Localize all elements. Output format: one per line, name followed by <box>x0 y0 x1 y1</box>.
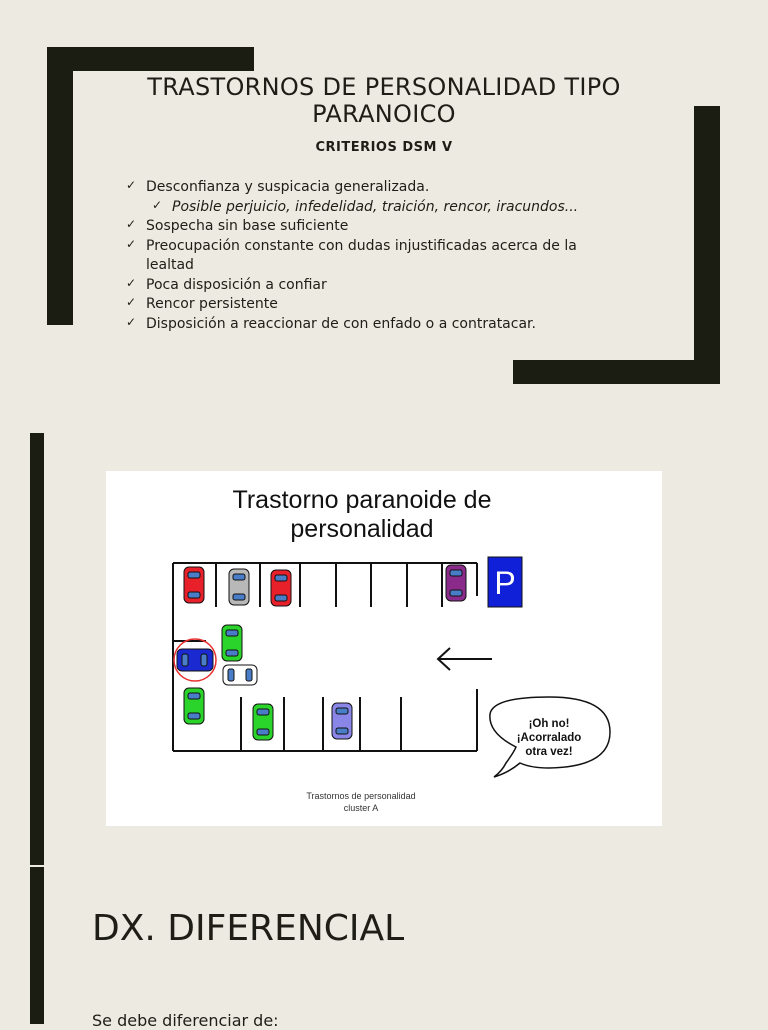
check-icon: ✓ <box>126 295 137 309</box>
criteria-item: ✓ Disposición a reaccionar de con enfado o a contratacar. <box>126 314 536 332</box>
slide-title: TRASTORNOS DE PERSONALIDAD TIPO PARANOICO <box>147 73 621 128</box>
figure-title-line2: personalidad <box>290 515 434 543</box>
car-white <box>223 665 257 685</box>
car-purple <box>446 565 466 601</box>
criteria-subitem: ✓ Posible perjuicio, infedelidad, traición, rencor, iracundos... <box>152 197 579 215</box>
frame-bar-top-left <box>47 47 254 71</box>
figure-caption-line2: cluster A <box>343 803 379 813</box>
check-icon: ✓ <box>126 236 137 251</box>
criteria-item: ✓ Rencor persistente <box>126 295 278 312</box>
section-text: Se debe diferenciar de: <box>92 1011 279 1030</box>
speech-bubble <box>490 697 610 777</box>
check-icon: ✓ <box>152 197 163 212</box>
check-icon: ✓ <box>126 217 137 231</box>
car-gray <box>229 569 249 605</box>
criteria-item: ✓ Desconfianza y suspicacia generalizada. <box>126 178 430 195</box>
parking-diagram <box>106 471 662 826</box>
slide-accent-bar <box>30 867 44 1024</box>
check-icon: ✓ <box>126 314 137 329</box>
car-red <box>184 567 204 603</box>
check-icon: ✓ <box>126 275 137 290</box>
frame-bar-left <box>47 47 73 325</box>
frame-bar-bottom-right <box>513 360 720 384</box>
parking-sign-letter: P <box>494 565 516 601</box>
car-green <box>184 688 204 724</box>
speech-line3: otra vez! <box>525 746 573 758</box>
speech-line1: ¡Oh no! <box>528 718 570 730</box>
criteria-item: ✓ Poca disposición a confiar <box>126 275 327 293</box>
frame-bar-right <box>694 106 720 384</box>
figure-title-line1: Trastorno paranoide de <box>232 486 492 514</box>
car-lavender <box>332 703 352 739</box>
cars <box>177 565 466 740</box>
car-green <box>222 625 242 661</box>
slide-accent-bar <box>30 433 44 865</box>
speech-line2: ¡Acorralado <box>516 732 582 744</box>
criteria-item: ✓ Sospecha sin base suficiente <box>126 217 349 234</box>
parking-illustration <box>106 471 662 826</box>
car-blue-cornered <box>177 649 213 671</box>
car-green <box>253 704 273 740</box>
car-red <box>271 570 291 606</box>
section-title: DX. DIFERENCIAL <box>92 908 405 949</box>
criteria-item: ✓ Preocupación constante con dudas injustificadas acerca de la lealtad <box>126 236 577 273</box>
figure-caption-line1: Trastornos de personalidad <box>306 791 416 801</box>
slide-subtitle: CRITERIOS DSM V <box>315 140 453 155</box>
check-icon: ✓ <box>126 178 137 192</box>
criteria-list <box>126 178 596 334</box>
